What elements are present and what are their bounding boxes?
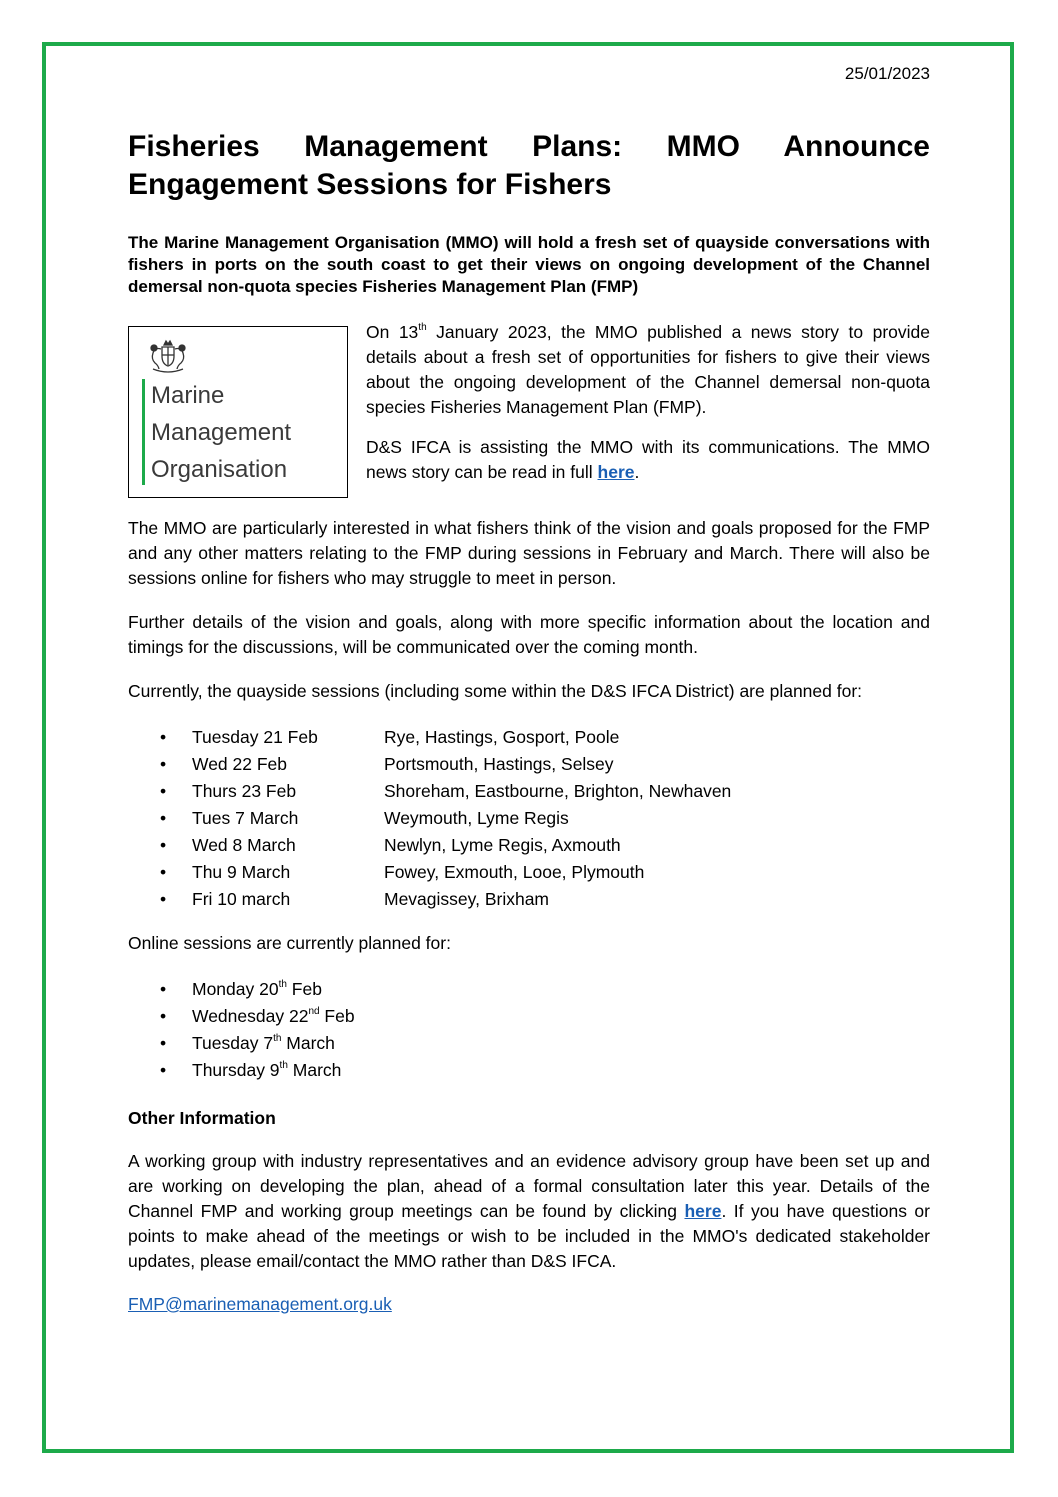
list-item	[128, 886, 930, 913]
logo-line-2: Management	[151, 419, 292, 446]
list-item	[128, 805, 930, 832]
online-date: Tuesday 7	[192, 1033, 274, 1053]
news-story-link[interactable]: here	[597, 462, 635, 482]
session-ports: Mevagissey, Brixham	[384, 889, 550, 909]
online-session	[192, 1030, 335, 1057]
bullet: •	[160, 781, 167, 801]
session-ports: Fowey, Exmouth, Looe, Plymouth	[384, 862, 645, 882]
other-information-heading: Other Information	[128, 1108, 276, 1128]
bullet: •	[160, 835, 167, 855]
session-day: Tues 7 March	[192, 808, 299, 828]
bullet: •	[160, 727, 167, 747]
online-date: Thursday 9	[192, 1060, 280, 1080]
online-session-list	[128, 976, 930, 1084]
online-date: Monday 20	[192, 979, 279, 999]
online-month: Feb	[286, 979, 322, 999]
intro-paragraph-2	[366, 435, 930, 485]
ordinal-suffix: th	[278, 979, 287, 990]
list-item	[128, 859, 930, 886]
intro-text	[366, 320, 930, 498]
online-month: Feb	[319, 1006, 355, 1026]
bullet: •	[160, 1006, 167, 1026]
intro-p1-start: On 13	[366, 322, 419, 342]
bullet: •	[160, 979, 167, 999]
email-row	[128, 1294, 930, 1315]
bullet: •	[160, 754, 167, 774]
online-session	[192, 1003, 355, 1030]
intro-p1-rest: January 2023, the MMO published a news story to provide details about a fresh set of opportunities for fishers to give their views about the ongoing development of the Channel demersal non-quota species Fisheries Management Plan (FMP).	[366, 322, 930, 417]
logo-accent-bar	[142, 379, 145, 485]
bullet: •	[160, 808, 167, 828]
online-date: Wednesday 22	[192, 1006, 309, 1026]
intro-p2-end: .	[634, 462, 640, 482]
ordinal-suffix: th	[273, 1033, 282, 1044]
bullet: •	[160, 1033, 167, 1053]
list-item	[128, 1057, 930, 1084]
paragraph-interest: The MMO are particularly interested in what fishers think of the vision and goals proposed for the FMP and any other matters relating to the FMP during sessions in February and March. There will also be sessions online for fishers who may struggle to meet in person.	[128, 518, 930, 588]
paragraph-quayside-intro: Currently, the quayside sessions (including some within the D&S IFCA District) are planned for:	[128, 681, 863, 701]
online-session	[192, 976, 322, 1003]
session-ports: Newlyn, Lyme Regis, Axmouth	[384, 835, 621, 855]
list-item	[128, 1030, 930, 1057]
list-item	[128, 724, 930, 751]
page-title: Fisheries Management Plans: MMO Announce Engagement Sessions for Fishers	[128, 130, 930, 201]
paragraph-other-information	[128, 1149, 930, 1274]
bullet: •	[160, 862, 167, 882]
session-day: Thu 9 March	[192, 862, 291, 882]
logo-line-1: Marine	[151, 382, 225, 409]
list-item	[128, 976, 930, 1003]
list-item	[128, 1003, 930, 1030]
session-day: Fri 10 march	[192, 889, 291, 909]
logo-wordmark	[151, 377, 291, 488]
session-ports: Weymouth, Lyme Regis	[384, 808, 569, 828]
session-day: Wed 22 Feb	[192, 754, 288, 774]
session-day: Wed 8 March	[192, 835, 296, 855]
ordinal-suffix: nd	[308, 1006, 320, 1017]
session-ports: Portsmouth, Hastings, Selsey	[384, 754, 614, 774]
intro-section	[128, 322, 930, 498]
session-day: Thurs 23 Feb	[192, 781, 297, 801]
mmo-logo	[128, 326, 348, 498]
logo-line-3: Organisation	[151, 456, 288, 483]
intro-paragraph-1	[366, 320, 930, 420]
online-month: March	[287, 1060, 342, 1080]
list-item	[128, 832, 930, 859]
list-item	[128, 751, 930, 778]
session-day: Tuesday 21 Feb	[192, 727, 318, 747]
email-link[interactable]: FMP@marinemanagement.org.uk	[128, 1294, 392, 1314]
intro-p1-sup: th	[418, 322, 427, 333]
other-text-2: . If you have questions or points to make ahead of the meetings or wish to be included in the MMO's dedicated stakeholder updates, please email/contact the MMO rather than D&S IFCA.	[128, 1201, 930, 1271]
paragraph-details: Further details of the vision and goals, along with more specific information about the location and timings for the discussions, will be communicated over the coming month.	[128, 612, 930, 657]
document-body	[128, 128, 930, 1315]
lead-paragraph: The Marine Management Organisation (MMO) will hold a fresh set of quayside conversations with fishers in ports on the south coast to get their views on ongoing development of the Channel demersal non-quota species Fisheries Management Plan (FMP)	[128, 233, 930, 296]
royal-crest-icon	[145, 337, 191, 375]
paragraph-online-intro: Online sessions are currently planned for:	[128, 933, 451, 953]
session-ports: Shoreham, Eastbourne, Brighton, Newhaven	[384, 781, 732, 801]
bullet: •	[160, 1060, 167, 1080]
quayside-session-list	[128, 724, 930, 913]
online-month: March	[281, 1033, 335, 1053]
intro-p2-text: D&S IFCA is assisting the MMO with its communications. The MMO news story can be read in full	[366, 437, 930, 482]
session-ports: Rye, Hastings, Gosport, Poole	[384, 727, 620, 747]
online-session	[192, 1057, 341, 1084]
document-date: 25/01/2023	[844, 64, 930, 83]
ordinal-suffix: th	[279, 1060, 288, 1071]
channel-fmp-link[interactable]: here	[684, 1201, 722, 1221]
bullet: •	[160, 889, 167, 909]
other-text-1: A working group with industry representatives and an evidence advisory group have been set up and are working on developing the plan, ahead of a formal consultation later this year. Details of the Channel FMP and working group meetings can be found by clicking	[128, 1151, 930, 1221]
list-item	[128, 778, 930, 805]
